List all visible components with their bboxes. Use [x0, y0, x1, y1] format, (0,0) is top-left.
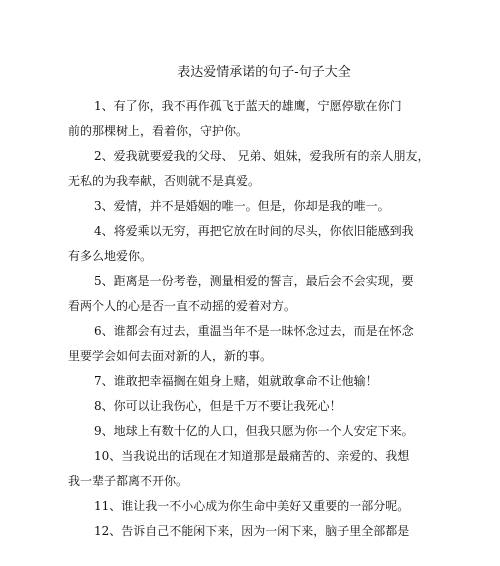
paragraph-12: [68, 519, 448, 544]
paragraph-line: 1、有了你，我不再作孤飞于蓝天的雄鹰，宁愿停歇在你门: [94, 99, 402, 113]
document-body: [68, 94, 448, 544]
paragraph-line: 4、将爱乘以无穷，再把它放在时间的尽头，你依旧能感到我: [94, 224, 414, 238]
paragraph-line: 9、地球上有数十亿的人口，但我只愿为你一个人安定下来。: [94, 424, 414, 438]
document-title: 表达爱情承诺的句子-句子大全: [177, 65, 351, 80]
paragraph-11: [68, 494, 448, 519]
paragraph-line: 无私的为我奉献，否则就不是真爱。: [68, 174, 261, 188]
paragraph-line: 看两个人的心是否一直不动摇的爱着对方。: [68, 299, 297, 313]
paragraph-8: [68, 394, 448, 419]
paragraph-line: 有多么地爱你。: [68, 249, 153, 263]
paragraph-line: 里要学会如何去面对新的人，新的事。: [68, 349, 273, 363]
paragraph-line: 5、距离是一份考卷，测量相爱的誓言，最后会不会实现，要: [94, 274, 414, 288]
paragraph-line: 8、你可以让我伤心，但是千万不要让我死心！: [94, 399, 342, 413]
paragraph-4: [68, 219, 448, 269]
paragraph-line: 前的那棵树上，看着你，守护你。: [68, 124, 249, 138]
paragraph-line: 7、谁敢把幸福搁在姐身上赌，姐就敢拿命不让他输！: [94, 374, 378, 388]
paragraph-line: 12、告诉自己不能闲下来，因为一闲下来，脑子里全部都是: [94, 524, 410, 538]
paragraph-line: 11、谁让我一不小心成为你生命中美好又重要的一部分呢。: [94, 499, 410, 513]
paragraph-9: [68, 419, 448, 444]
paragraph-line: 2、爱我就要爱我的父母、 兄弟、姐妹，爱我所有的亲人朋友，: [94, 149, 430, 163]
paragraph-line: 我一辈子都离不开你。: [68, 474, 189, 488]
paragraph-1: [68, 94, 448, 144]
paragraph-7: [68, 369, 448, 394]
paragraph-line: 10、当我说出的话现在才知道那是最痛苦的、亲爱的、我想: [94, 449, 410, 463]
paragraph-5: [68, 269, 448, 319]
paragraph-3: [68, 194, 448, 219]
paragraph-6: [68, 319, 448, 369]
paragraph-line: 6、谁都会有过去，重温当年不是一昧怀念过去，而是在怀念: [94, 324, 414, 338]
paragraph-10: [68, 444, 448, 494]
paragraph-2: [68, 144, 448, 194]
paragraph-line: 3、爱情，并不是婚姻的唯一。但是，你却是我的唯一。: [94, 199, 390, 213]
